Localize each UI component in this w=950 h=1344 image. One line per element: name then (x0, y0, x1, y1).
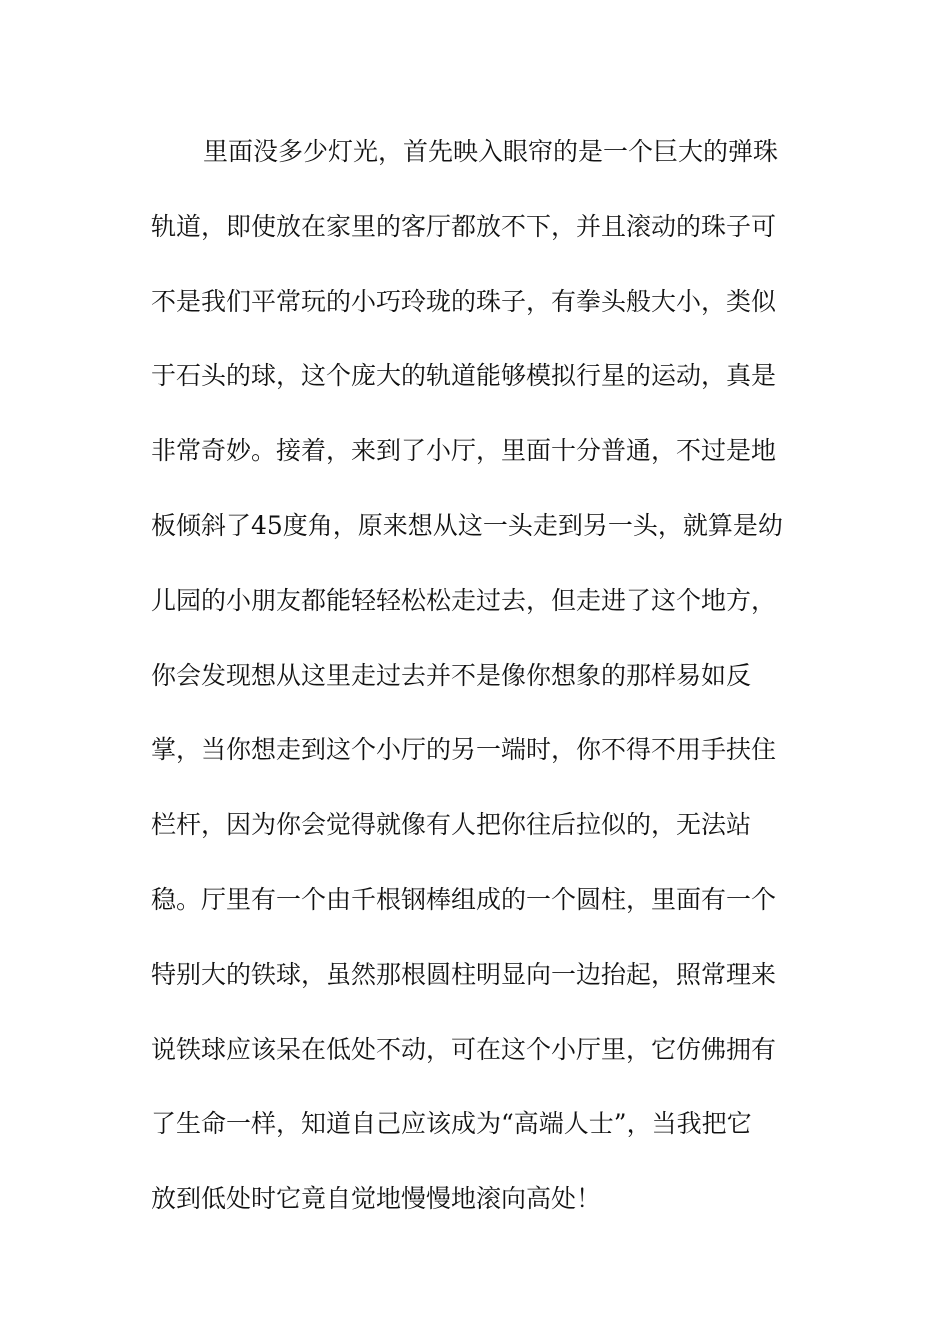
paragraph-line-9: 掌，当你想走到这个小厅的另一端时，你不得不用手扶住 (151, 735, 777, 765)
paragraph-line-13: 说铁球应该呆在低处不动，可在这个小厅里，它仿佛拥有 (151, 1034, 777, 1064)
paragraph-line-11: 稳。厅里有一个由千根钢棒组成的一个圆柱，里面有一个 (151, 884, 777, 914)
paragraph-line-12: 特别大的铁球，虽然那根圆柱明显向一边抬起，照常理来 (151, 959, 777, 989)
paragraph-line-4: 于石头的球，这个庞大的轨道能够模拟行星的运动，真是 (151, 361, 777, 391)
paragraph-line-6: 板倾斜了45度角，原来想从这一头走到另一头，就算是幼 (151, 510, 783, 540)
paragraph-line-8: 你会发现想从这里走过去并不是像你想象的那样易如反 (151, 660, 752, 690)
paragraph-line-7: 儿园的小朋友都能轻轻松松走过去，但走进了这个地方， (151, 585, 777, 615)
paragraph-line-15: 放到低处时它竟自觉地慢慢地滚向高处！ (151, 1184, 602, 1214)
paragraph-line-5: 非常奇妙。接着，来到了小厅，里面十分普通，不过是地 (151, 436, 777, 466)
paragraph-line-2: 轨道，即使放在家里的客厅都放不下，并且滚动的珠子可 (151, 211, 777, 241)
paragraph-line-3: 不是我们平常玩的小巧玲珑的珠子，有拳头般大小，类似 (151, 286, 777, 316)
paragraph-line-1: 里面没多少灯光，首先映入眼帘的是一个巨大的弹珠 (203, 137, 779, 166)
paragraph-line-14: 了生命一样，知道自己应该成为“高端人士”，当我把它 (151, 1109, 752, 1139)
paragraph-line-10: 栏杆，因为你会觉得就像有人把你往后拉似的，无法站 (151, 810, 752, 840)
paragraph (151, 130, 811, 1252)
